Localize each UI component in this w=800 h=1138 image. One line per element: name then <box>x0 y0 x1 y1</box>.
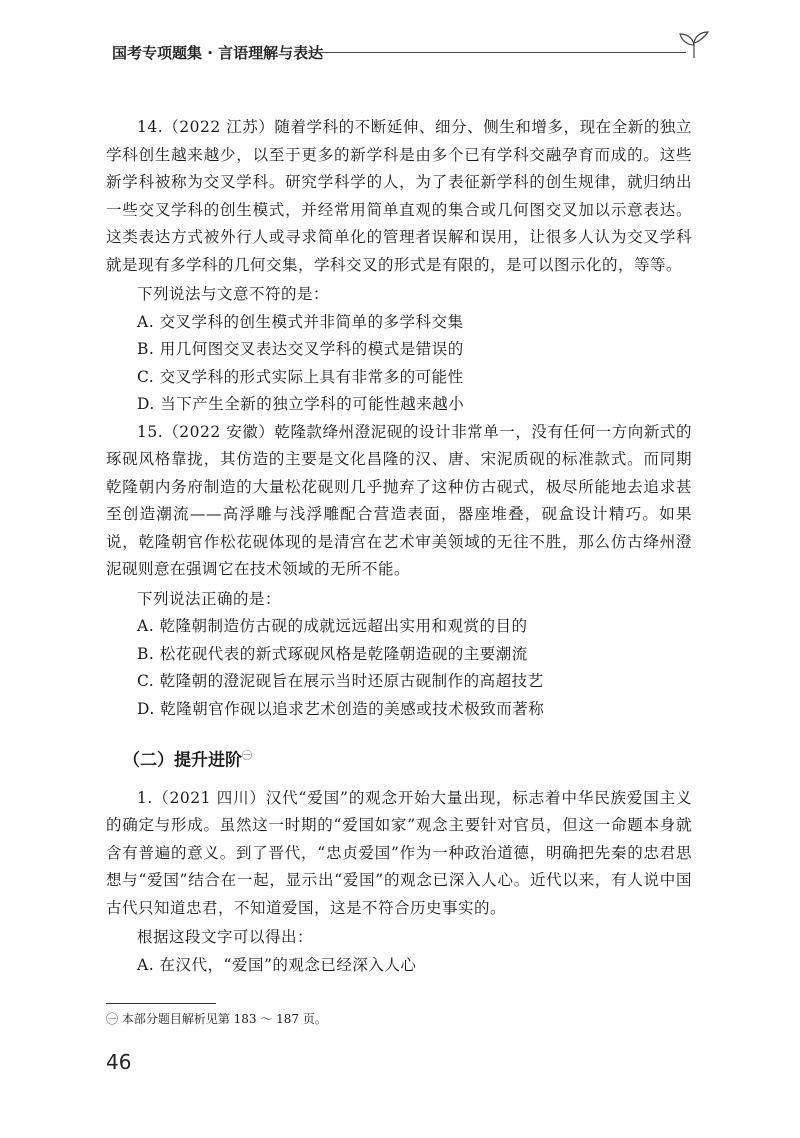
sprout-icon <box>676 30 712 60</box>
option-a: A. 乾隆朝制造仿古砚的成就远远超出实用和观赏的目的 <box>137 617 528 635</box>
running-header <box>112 36 712 76</box>
option-b: B. 用几何图交叉表达交叉学科的模式是错误的 <box>137 340 464 358</box>
question-stem: 下列说法与文意不符的是： <box>137 285 330 303</box>
question-passage: 14.（2022 江苏）随着学科的不断延伸、细分、侧生和增多，现在全新的独立学科创生越来越少，以至于更多的新学科是由多个已有学科交融孕育而成的。这些新学科被称为交叉学科。研究学科学的人，为了表征新学科的创生规律，就归纳出一些交叉学科的创生模式，并经常用简单直观的集合或几何图交叉加以示意表达。这类表达方式被外行人或寻求简单化的管理者误解和误用，让很多人认为交叉学科就是现有多学科的几何交集，学科交叉的形式是有限的，是可以图示化的，等等。 <box>106 118 692 274</box>
question-1 <box>106 785 692 980</box>
page-content <box>106 114 692 979</box>
footnote: ㊀ 本部分题目解析见第 183 ～ 187 页。 <box>106 1012 327 1026</box>
page-number: 46 <box>106 1050 132 1074</box>
question-15 <box>106 419 692 724</box>
question-stem: 根据这段文字可以得出： <box>137 928 314 947</box>
option-c: C. 乾隆朝的澄泥砚旨在展示当时还原古砚制作的高超技艺 <box>137 672 544 690</box>
option-d: D. 乾隆朝官作砚以追求艺术创造的美感或技术极致而著称 <box>137 699 545 718</box>
question-passage: 1.（2021 四川）汉代“爱国”的观念开始大量出现，标志着中华民族爱国主义的确定与形成。虽然这一时期的“爱国如家”观念主要针对官员，但这一命题本身就含有普遍的意义。到了晋代，“忠贞爱国”作为一种政治道德，明确把先秦的忠君思想与“爱国”结合在一起，显示出“爱国”的观念已深入人心。近代以来，有人说中国古代只知道忠君，不知道爱国，这是不符合历史事实的。 <box>106 788 692 917</box>
footnote-rule <box>106 1003 216 1004</box>
option-b: B. 松花砚代表的新式琢砚风格是乾隆朝造砚的主要潮流 <box>137 644 528 663</box>
question-stem: 下列说法正确的是： <box>137 589 282 608</box>
option-a: A. 交叉学科的创生模式并非简单的多学科交集 <box>137 312 464 331</box>
header-title: 国考专项题集 · 言语理解与表达 <box>112 44 324 62</box>
option-c: C. 交叉学科的形式实际上具有非常多的可能性 <box>137 367 464 386</box>
section-heading-text: （二）提升进阶 <box>123 750 242 771</box>
footnote-marker: ㊀ <box>242 751 252 762</box>
question-14 <box>106 114 692 419</box>
section-heading <box>106 743 692 775</box>
option-a: A. 在汉代，“爱国”的观念已经深入人心 <box>137 955 417 974</box>
question-passage: 15.（2022 安徽）乾隆款绛州澄泥砚的设计非常单一，没有任何一方向新式的琢砚风格靠拢，其仿造的主要是文化昌隆的汉、唐、宋泥质砚的标准款式。而同期乾隆朝内务府制造的大量松花砚则几乎抛弃了这种仿古砚式，极尽所能地去追求甚至创造潮流——高浮雕与浅浮雕配合营造表面，器座堆叠，砚盒设计精巧。如果说，乾隆朝官作松花砚体现的是清宫在艺术审美领域的无往不胜，那么仿古绛州澄泥砚则意在强调它在技术领域的无所不能。 <box>106 422 692 578</box>
option-d: D. 当下产生全新的独立学科的可能性越来越小 <box>137 395 465 413</box>
header-rule <box>308 52 686 53</box>
